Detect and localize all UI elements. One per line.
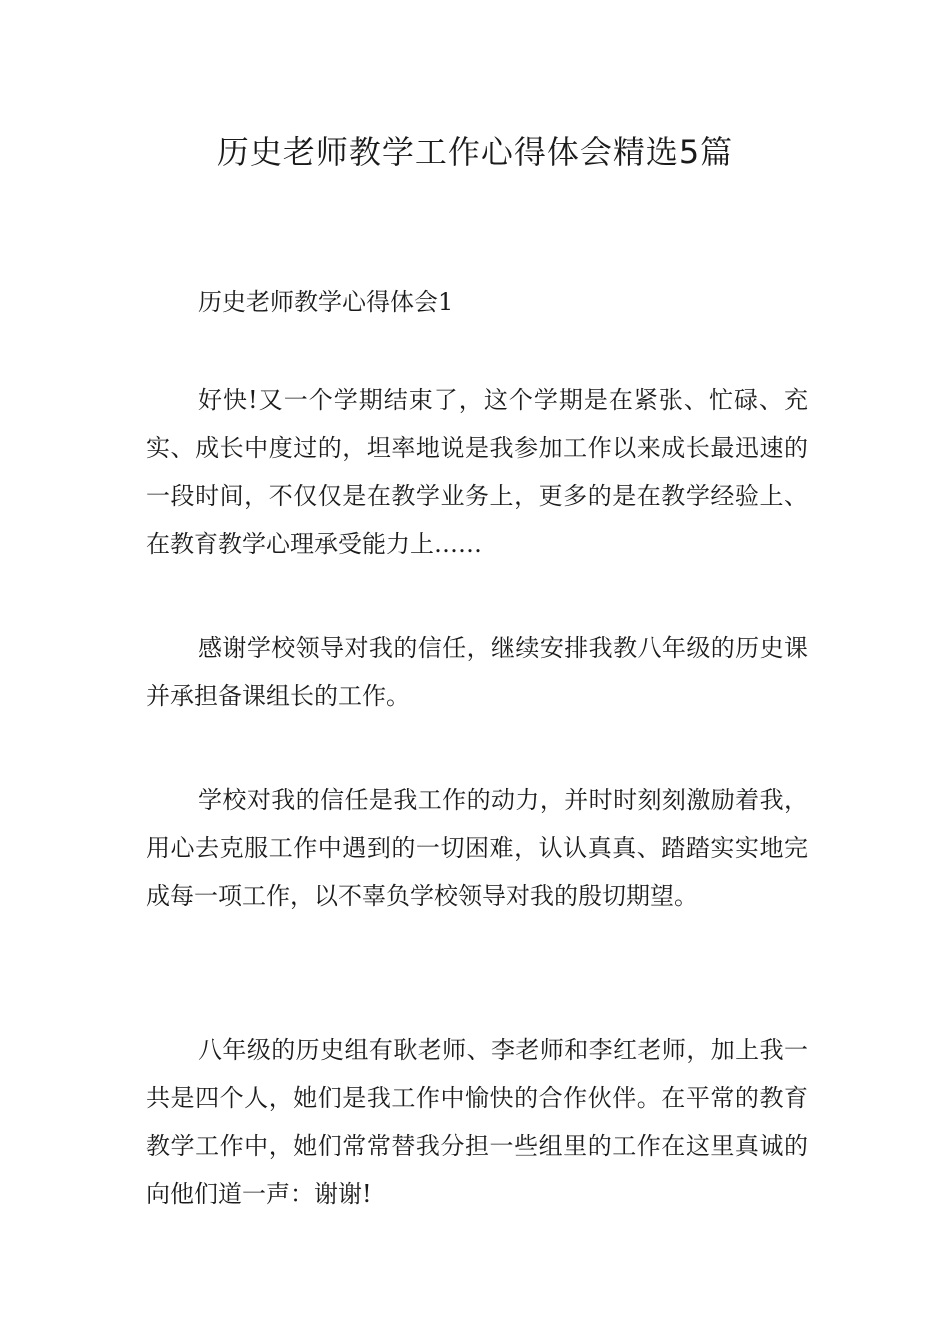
- paragraph-2: 感谢学校领导对我的信任，继续安排我教八年级的历史课并承担备课组长的工作。: [146, 634, 808, 710]
- section-heading: 历史老师教学心得体会1: [198, 288, 454, 316]
- paragraph-1: 好快!又一个学期结束了，这个学期是在紧张、忙碌、充实、成长中度过的，坦率地说是我参加工作以来成长最迅速的一段时间，不仅仅是在教学业务上，更多的是在教学经验上、在教育教学心理承受能力上……: [146, 386, 808, 558]
- document-title: 历史老师教学工作心得体会精选5篇: [216, 133, 734, 171]
- paragraph-4: 八年级的历史组有耿老师、李老师和李红老师，加上我一共是四个人，她们是我工作中愉快的合作伙伴。在平常的教育教学工作中，她们常常替我分担一些组里的工作在这里真诚的向他们道一声：谢谢!: [146, 1036, 808, 1208]
- paragraph-3: 学校对我的信任是我工作的动力，并时时刻刻激励着我，用心去克服工作中遇到的一切困难，认认真真、踏踏实实地完成每一项工作，以不辜负学校领导对我的殷切期望。: [146, 786, 808, 910]
